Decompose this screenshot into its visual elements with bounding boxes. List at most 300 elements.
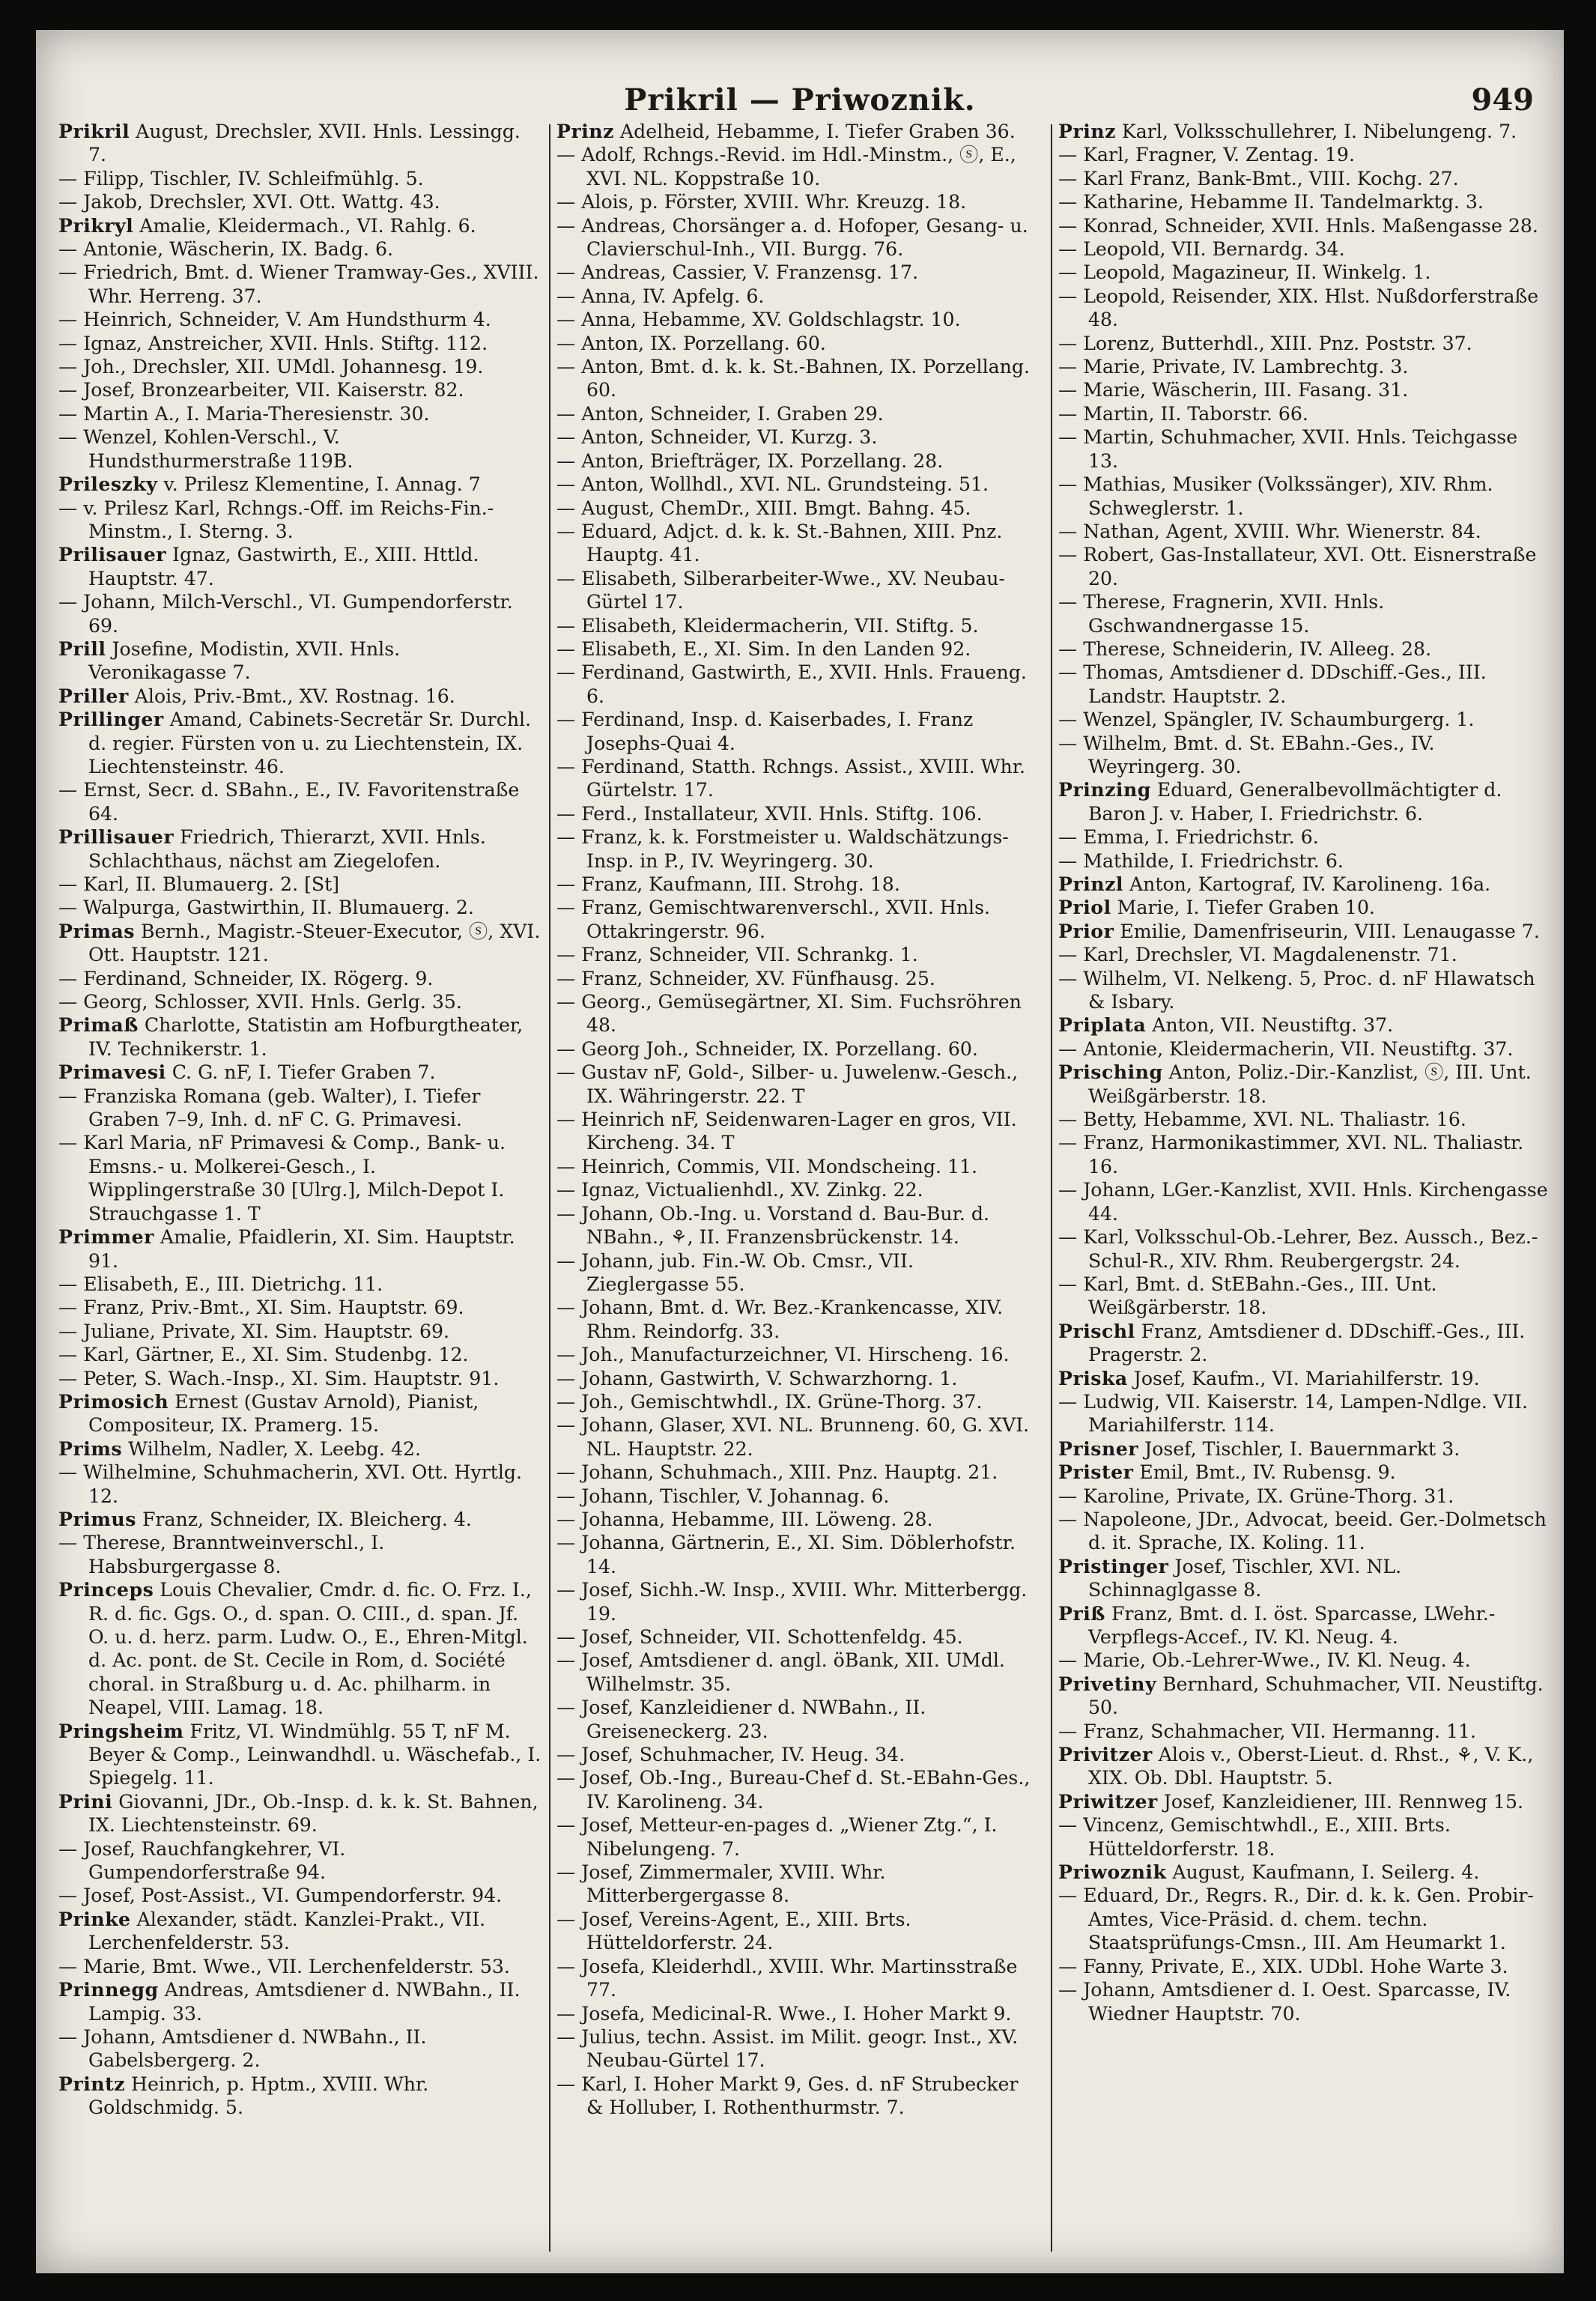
entry-text: — Martin, II. Taborstr. 66. [1058,402,1308,425]
entry-text: — Wenzel, Kohlen-Verschl., V. Hundsthurmerstraße 119B. [58,426,354,472]
entry-text: — Johann, Schuhmach., XIII. Pnz. Hauptg. 21. [556,1461,998,1484]
entry-text: — Josef, Schuhmacher, IV. Heug. 34. [556,1744,905,1766]
entry-surname: Prillinger [58,708,164,731]
directory-entry [556,708,1040,755]
directory-entry [556,1508,1040,1531]
entry-text: Louis Chevalier, Cmdr. d. fic. O. Frz. I., R. d. fic. Ggs. O., d. span. O. CIII., d. span. Jf. O. u. d. herz. parm. Ludw. O., E., Ehren-Mitgl. d. Ac. pont. de St. Cecile in Rom, d. Société choral. in Straßburg u. d. Ac. philharm. in Neapel, VIII. Lamag. 18. [88,1579,532,1719]
entry-surname: Prinzing [1058,778,1151,801]
entry-text: — Betty, Hebamme, XVI. NL. Thaliastr. 16. [1058,1109,1466,1131]
directory-entry [556,1343,1040,1366]
entry-text: — Karl, Bmt. d. StEBahn.-Ges., III. Unt. Weißgärberstr. 18. [1058,1273,1437,1319]
entry-surname: Prinke [58,1907,131,1930]
directory-entry [556,1390,1040,1413]
directory-entry [1058,1131,1549,1178]
entry-surname: Prill [58,637,106,660]
directory-entry [1058,190,1549,213]
entry-text: — Nathan, Agent, XVIII. Whr. Wienerstr. 84. [1058,520,1481,542]
entry-text: — Johanna, Hebamme, III. Löweng. 28. [556,1508,933,1530]
entry-text: — Franz, Schahmacher, VII. Hermanng. 11. [1058,1720,1477,1742]
entry-surname: Priwitzer [1058,1789,1158,1813]
directory-entry [1058,1649,1549,1672]
entry-text: — Leopold, Magazineur, II. Winkelg. 1. [1058,261,1431,284]
directory-entry [556,1531,1040,1578]
entry-text: Josef, Kanzleidiener, III. Rennweg 15. [1163,1790,1523,1813]
directory-entry [1058,896,1549,919]
directory-entry [58,1390,541,1437]
directory-entry [1058,1508,1549,1555]
entry-text: — Heinrich nF, Seidenwaren-Lager en gros, VII. Kircheng. 34. T [556,1109,1017,1154]
directory-entry [58,355,541,378]
directory-entry [1058,1743,1549,1790]
directory-entry [1058,825,1549,849]
directory-entry [556,896,1040,943]
directory-entry [556,1037,1040,1061]
entry-text: — Leopold, Reisender, XIX. Hlst. Nußdorferstraße 48. [1058,285,1539,331]
entry-text: Alexander, städt. Kanzlei-Prakt., VII. Lerchenfelderstr. 53. [88,1908,486,1954]
entry-text: C. G. nF, I. Tiefer Graben 7. [172,1061,436,1084]
directory-entry [556,473,1040,496]
entry-surname: Prisner [1058,1437,1139,1460]
directory-entry [556,402,1040,425]
entry-text: — Anna, Hebamme, XV. Goldschlagstr. 10. [556,309,961,331]
entry-surname: Prilisauer [58,543,167,566]
entry-text: v. Prilesz Klementine, I. Annag. 7 [163,473,481,496]
directory-entry [1058,637,1549,661]
entry-surname: Primmer [58,1225,154,1249]
entry-text: — Josef, Metteur-en-pages d. „Wiener Ztg.“, I. Nibelungeng. 7. [556,1814,998,1860]
entry-surname: Pristinger [1058,1554,1169,1577]
directory-entry [556,873,1040,896]
directory-entry [58,120,541,167]
directory-entry [556,1296,1040,1343]
directory-entry [556,967,1040,990]
entry-text: — Marie, Bmt. Wwe., VII. Lerchenfelderstr. 53. [58,1955,510,1977]
directory-entry [58,1273,541,1296]
entry-text: — Anton, Wollhdl., XVI. NL. Grundsteing. 51. [556,473,989,496]
entry-text: — Anton, Schneider, VI. Kurzg. 3. [556,426,878,449]
directory-entry [556,120,1040,143]
directory-entry [1058,1225,1549,1273]
entry-text: Heinrich, p. Hptm., XVIII. Whr. Goldschmidg. 5. [88,2073,429,2119]
entry-text: Alois v., Oberst-Lieut. d. Rhst., ⚘, V. K., XIX. Ob. Dbl. Hauptstr. 5. [1088,1744,1534,1789]
running-title: Prikril — Priwoznik. [624,82,976,118]
directory-entry [556,355,1040,402]
directory-entry [556,1485,1040,1508]
entry-text: — Franz, Harmonikastimmer, XVI. NL. Thaliastr. 16. [1058,1132,1524,1177]
entry-text: Friedrich, Thierarzt, XVII. Hnls. Schlachthaus, nächst am Ziegelofen. [88,826,486,872]
entry-surname: Prikril [58,120,130,142]
entry-text: — Lorenz, Butterhdl., XIII. Pnz. Poststr. 37. [1058,332,1472,354]
directory-entry [556,449,1040,473]
entry-text: — Adolf, Rchngs.-Revid. im Hdl.-Minstm., ⓢ, E., XVI. NL. Koppstraße 10. [556,144,1016,190]
directory-entry [58,543,541,590]
entry-text: Josef, Tischler, I. Bauernmarkt 3. [1144,1437,1460,1460]
entry-surname: Primas [58,919,135,942]
directory-entry [58,425,541,473]
entry-text: — Josef, Sichh.-W. Insp., XVIII. Whr. Mitterbergg. 19. [556,1579,1028,1625]
directory-entry [1058,285,1549,332]
entry-text: Giovanni, JDr., Ob.-Insp. d. k. k. St. Bahnen, IX. Liechtensteinstr. 69. [88,1790,538,1837]
directory-entry [1058,402,1549,425]
entry-text: — Marie, Private, IV. Lambrechtg. 3. [1058,356,1409,378]
directory-entry [58,1085,541,1132]
directory-entry [58,896,541,919]
entry-text: Alois, Priv.-Bmt., XV. Rostnag. 16. [134,685,455,707]
directory-entry [58,402,541,425]
directory-entry [1058,214,1549,237]
directory-entry [1058,520,1549,543]
directory-entry [556,661,1040,708]
entry-text: — Johann, Amtsdiener d. NWBahn., II. Gabelsbergerg. 2. [58,2025,427,2072]
entry-text: Andreas, Amtsdiener d. NWBahn., II. Lampig. 33. [88,1979,521,2025]
directory-entry [1058,1485,1549,1508]
directory-entry [1058,1978,1549,2025]
directory-entry [1058,332,1549,355]
entry-text: — Ferdinand, Insp. d. Kaiserbades, I. Franz Josephs-Quai 4. [556,709,974,754]
directory-entry [1058,120,1549,143]
entry-text: — Joh., Manufacturzeichner, VI. Hirscheng. 16. [556,1344,1010,1366]
entry-text: — Johann, jub. Fin.-W. Ob. Cmsr., VII. Zieglergasse 55. [556,1249,914,1295]
directory-entry [1058,1790,1549,1813]
entry-text: — Eduard, Adjct. d. k. k. St.-Bahnen, XIII. Pnz. Hauptg. 41. [556,520,1003,566]
entry-text: Emilie, Damenfriseurin, VIII. Lenaugasse 7. [1120,920,1540,942]
directory-entry [58,920,541,967]
entry-text: — Georg, Schlosser, XVII. Hnls. Gerlg. 35. [58,991,462,1013]
directory-entry [1058,1602,1549,1649]
directory-entry [1058,732,1549,779]
column-3 [1058,120,1549,2262]
directory-entry [58,1343,541,1366]
entry-text: — Jakob, Drechsler, XVI. Ott. Wattg. 43. [58,191,440,213]
entry-surname: Pringsheim [58,1719,184,1742]
directory-entry [556,1061,1040,1108]
entry-text: — Karoline, Private, IX. Grüne-Thorg. 31. [1058,1485,1454,1507]
entry-text: — Peter, S. Wach.-Insp., XI. Sim. Hauptstr. 91. [58,1367,500,1389]
directory-entry [556,802,1040,825]
entry-text: — Wenzel, Spängler, IV. Schaumburgerg. 1. [1058,709,1475,731]
entry-text: — Georg Joh., Schneider, IX. Porzellang. 60. [556,1037,978,1060]
directory-entry [556,1413,1040,1461]
entry-text: Bernhard, Schuhmacher, VII. Neustiftg. 50. [1088,1673,1544,1719]
entry-text: — Eduard, Dr., Regrs. R., Dir. d. k. k. Gen. Probir-Amtes, Vice-Präsid. d. chem. techn. Staatsprüfungs-Cmsn., III. Am Heumarkt 1. [1058,1885,1534,1954]
directory-entry [556,943,1040,966]
entry-text: — Karl, Gärtner, E., XI. Sim. Studenbg. 12. [58,1344,469,1366]
directory-entry [58,1225,541,1273]
entry-text: — Andreas, Chorsänger a. d. Hofoper, Gesang- u. Clavierschul-Inh., VII. Burgg. 76. [556,214,1028,261]
entry-text: — v. Prilesz Karl, Rchngs.-Off. im Reichs-Fin.-Minstm., I. Sterng. 3. [58,497,494,542]
entry-text: Anton, Kartograf, IV. Karolineng. 16a. [1129,873,1491,895]
directory-entry [58,873,541,896]
directory-entry [1058,873,1549,896]
directory-entry [1058,1673,1549,1720]
column-2 [556,120,1040,2262]
entry-surname: Prinz [1058,120,1116,142]
entry-text: Josefine, Modistin, XVII. Hnls. Veronikagasse 7. [88,637,401,684]
entry-text: — Josef, Zimmermaler, XVIII. Whr. Mitterbergergasse 8. [556,1861,886,1907]
entry-text: — Wilhelm, Bmt. d. St. EBahn.-Ges., IV. Weyringerg. 30. [1058,732,1435,777]
entry-surname: Prillisauer [58,825,175,849]
entry-text: — Anton, IX. Porzellang. 60. [556,332,826,354]
directory-entry [1058,590,1549,637]
entry-text: Amalie, Kleidermach., VI. Rahlg. 6. [139,214,476,237]
entry-text: Anton, VII. Neustiftg. 37. [1152,1014,1394,1037]
directory-entry [1058,1884,1549,1954]
entry-text: — Anton, Briefträger, IX. Porzellang. 28. [556,449,944,472]
directory-entry [58,1061,541,1084]
entry-text: Franz, Schneider, IX. Bleicherg. 4. [142,1508,472,1530]
entry-text: — Heinrich, Commis, VII. Mondscheing. 11. [556,1155,978,1177]
directory-entry [58,1790,541,1837]
directory-entry [556,520,1040,567]
directory-entry [58,1578,541,1719]
entry-text: Anton, Poliz.-Dir.-Kanzlist, ⓢ, III. Unt. Weißgärberstr. 18. [1088,1061,1532,1107]
entry-surname: Priwoznik [1058,1861,1167,1884]
entry-text: — Johann, LGer.-Kanzlist, XVII. Hnls. Kirchengasse 44. [1058,1179,1548,1225]
directory-entry [58,1720,541,1790]
entry-text: — Karl, Drechsler, VI. Magdalenenstr. 71. [1058,944,1457,966]
directory-entry [556,261,1040,284]
entry-surname: Prileszky [58,473,158,496]
column-divider [549,124,550,2252]
directory-entry [556,1861,1040,1908]
entry-text: — Franz, Kaufmann, III. Strohg. 18. [556,873,900,895]
directory-entry [58,1461,541,1508]
directory-entry [556,1696,1040,1743]
entry-text: — Josef, Bronzearbeiter, VII. Kaiserstr. 82. [58,379,464,401]
directory-entry [1058,543,1549,590]
entry-text: — Karl, Volksschul-Ob.-Lehrer, Bez. Aussch., Bez.-Schul-R., XIV. Rhm. Reubergergstr. 24. [1058,1226,1538,1272]
directory-entry [1058,1273,1549,1320]
directory-entry [556,1202,1040,1249]
directory-entry [556,1766,1040,1813]
entry-text: — Josef, Ob.-Ing., Bureau-Chef d. St.-EBahn-Ges., IV. Karolineng. 34. [556,1767,1031,1813]
directory-entry [556,990,1040,1037]
entry-text: — Walpurga, Gastwirthin, II. Blumauerg. 2. [58,897,474,919]
directory-entry [1058,920,1549,943]
entry-surname: Prini [58,1789,113,1813]
entry-text: — Karl Maria, nF Primavesi & Comp., Bank- u. Emsns.- u. Molkerei-Gesch., I. Wipplingerstraße 30 [Ulrg.], Milch-Depot I. Strauchgasse 1. T [58,1132,506,1225]
entry-text: Charlotte, Statistin am Hofburgtheater, IV. Technikerstr. 1. [88,1014,524,1060]
entry-text: — Ernst, Secr. d. SBahn., E., IV. Favoritenstraße 64. [58,779,520,825]
entry-text: — Josef, Kanzleidiener d. NWBahn., II. Greiseneckerg. 23. [556,1697,926,1742]
entry-text: — Mathias, Musiker (Volkssänger), XIV. Rhm. Schweglerstr. 1. [1058,473,1493,519]
entry-surname: Primosich [58,1389,169,1413]
entry-text: — Anna, IV. Apfelg. 6. [556,285,765,307]
entry-surname: Priß [1058,1601,1105,1625]
directory-entry [58,2073,541,2120]
entry-text: — Ferdinand, Statth. Rchngs. Assist., XVIII. Whr. Gürtelstr. 17. [556,755,1025,801]
directory-entry [1058,1013,1549,1037]
directory-entry [58,497,541,544]
entry-text: Bernh., Magistr.-Steuer-Executor, ⓢ, XVI. Ott. Hauptstr. 121. [88,920,541,966]
directory-entry [556,1155,1040,1178]
entry-surname: Prims [58,1437,123,1460]
directory-entry [58,190,541,213]
directory-entry [58,214,541,237]
entry-surname: Priplata [1058,1013,1147,1037]
entry-text: — Franz, Schneider, VII. Schrankg. 1. [556,944,918,966]
directory-entry [58,637,541,685]
entry-text: — Wilhelmine, Schuhmacherin, XVI. Ott. Hyrtlg. 12. [58,1461,523,1507]
directory-entry [1058,708,1549,731]
entry-text: — Ignaz, Anstreicher, XVII. Hnls. Stiftg. 112. [58,332,488,354]
entry-surname: Princeps [58,1578,154,1601]
entry-surname: Priller [58,684,129,707]
entry-text: — Johann, Tischler, V. Johannag. 6. [556,1485,890,1507]
entry-surname: Primaß [58,1013,139,1037]
directory-entry [1058,1861,1549,1884]
entry-surname: Prinz [556,120,614,142]
directory-entry [58,1531,541,1578]
directory-entry [58,237,541,261]
directory-entry [556,637,1040,661]
directory-entry [1058,1955,1549,1978]
entry-text: Marie, I. Tiefer Graben 10. [1117,897,1375,919]
entry-text: — Johann, Amtsdiener d. I. Oest. Sparcasse, IV. Wiedner Hauptstr. 70. [1058,1979,1511,2025]
entry-text: — Juliane, Private, XI. Sim. Hauptstr. 69. [58,1320,450,1342]
directory-entry [556,1108,1040,1155]
directory-entry [58,1320,541,1343]
directory-entry [556,332,1040,355]
directory-entry [556,425,1040,449]
entry-surname: Printz [58,2072,126,2095]
entry-text: — Franz, Priv.-Bmt., XI. Sim. Hauptstr. 69. [58,1297,464,1319]
entry-surname: Prikryl [58,213,134,237]
entry-text: — Anton, Bmt. d. k. k. St.-Bahnen, IX. Porzellang. 60. [556,356,1031,401]
entry-text: — Antonie, Wäscherin, IX. Badg. 6. [58,238,394,261]
entry-text: — Emma, I. Friedrichstr. 6. [1058,826,1319,849]
directory-entry [1058,1061,1549,1108]
entry-text: Wilhelm, Nadler, X. Leebg. 42. [128,1437,422,1460]
entry-text: — Josef, Schneider, VII. Schottenfeldg. 45. [556,1626,963,1648]
entry-text: — Marie, Wäscherin, III. Fasang. 31. [1058,379,1409,401]
directory-entry [1058,1437,1549,1461]
directory-entry [556,1578,1040,1625]
directory-entry [58,1131,541,1225]
entry-text: — Karl Franz, Bank-Bmt., VIII. Kochg. 27. [1058,167,1459,190]
column-divider [1051,124,1052,2252]
page-number: 949 [1471,82,1534,118]
directory-entry [556,190,1040,213]
directory-entry [556,1743,1040,1766]
directory-entry [556,285,1040,308]
entry-text: Eduard, Generalbevollmächtigter d. Baron J. v. Haber, I. Friedrichstr. 6. [1088,779,1502,825]
entry-text: — Therese, Branntweinverschl., I. Habsburgergasse 8. [58,1532,385,1577]
entry-text: — Franz, Schneider, XV. Fünfhausg. 25. [556,967,935,989]
directory-entry [1058,1320,1549,1367]
directory-entry [58,1955,541,1978]
entry-text: — Fanny, Private, E., XIX. UDbl. Hohe Warte 3. [1058,1955,1508,1977]
directory-entry [58,1978,541,2025]
directory-entry [556,497,1040,520]
directory-entry [1058,1037,1549,1061]
directory-entry [58,967,541,990]
entry-text: — Julius, techn. Assist. im Milit. geogr. Inst., XV. Neubau-Gürtel 17. [556,2025,1019,2072]
directory-entry [556,308,1040,331]
entry-text: — Elisabeth, Kleidermacherin, VII. Stiftg. 5. [556,614,979,637]
entry-surname: Primavesi [58,1061,166,1084]
entry-text: — Franz, k. k. Forstmeister u. Waldschätzungs-Insp. in P., IV. Weyringerg. 30. [556,826,1009,872]
directory-entry [1058,473,1549,520]
directory-entry [1058,967,1549,1014]
entry-text: — Heinrich, Schneider, V. Am Hundsthurm 4. [58,309,491,331]
directory-entry [58,473,541,496]
entry-text: Adelheid, Hebamme, I. Tiefer Graben 36. [619,121,1016,142]
entry-text: — Ferdinand, Gastwirth, E., XVII. Hnls. Fraueng. 6. [556,661,1027,707]
entry-text: — Alois, p. Förster, XVIII. Whr. Kreuzg. 18. [556,191,967,213]
entry-text: Franz, Amtsdiener d. DDschiff.-Ges., III. Pragerstr. 2. [1088,1320,1526,1366]
directory-entry [58,990,541,1013]
entry-surname: Privetiny [1058,1672,1157,1695]
directory-entry [556,1178,1040,1201]
entry-text: — Johann, Bmt. d. Wr. Bez.-Krankencasse, XIV. Rhm. Reindorfg. 33. [556,1297,1004,1342]
entry-text: — Karl, I. Hoher Markt 9, Ges. d. nF Strubecker & Holluber, I. Rothenthurmstr. 7. [556,2073,1019,2119]
entry-text: — Robert, Gas-Installateur, XVI. Ott. Eisnerstraße 20. [1058,544,1537,589]
entry-text: — Mathilde, I. Friedrichstr. 6. [1058,849,1344,872]
entry-text: — Elisabeth, E., XI. Sim. In den Landen 92. [556,637,971,660]
directory-entry [556,755,1040,802]
entry-text: — Josef, Amtsdiener d. angl. öBank, XII. UMdl. Wilhelmstr. 35. [556,1649,1005,1695]
directory-entry [1058,1390,1549,1437]
entry-text: August, Kaufmann, I. Seilerg. 4. [1172,1861,1480,1884]
directory-entry [58,1367,541,1390]
directory-entry [58,1437,541,1461]
entry-text: August, Drechsler, XVII. Hnls. Lessingg. 7. [88,121,521,166]
directory-entry [58,1837,541,1885]
entry-text: Josef, Kaufm., VI. Mariahilferstr. 19. [1133,1367,1480,1389]
directory-entry [556,214,1040,261]
directory-entry [1058,1555,1549,1602]
directory-entry [556,1461,1040,1484]
directory-entry [556,1625,1040,1649]
entry-text: — Therese, Fragnerin, XVII. Hnls. Gschwandnergasse 15. [1058,591,1385,637]
directory-entry [58,167,541,190]
page-header [36,67,1564,127]
entry-surname: Prinnegg [58,1978,159,2001]
directory-entry [58,308,541,331]
entry-surname: Priska [1058,1366,1128,1389]
entry-text: Ernest (Gustav Arnold), Pianist, Compositeur, IX. Pramerg. 15. [88,1390,479,1437]
directory-entry [58,685,541,708]
directory-entry [58,332,541,355]
entry-text: — Konrad, Schneider, XVII. Hnls. Maßengasse 28. [1058,214,1538,237]
entry-text: Karl, Volksschullehrer, I. Nibelungeng. 7. [1121,121,1517,142]
entry-text: — Filipp, Tischler, IV. Schleifmühlg. 5. [58,167,424,190]
directory-entry [556,567,1040,614]
entry-text: — Joh., Drechsler, XII. UMdl. Johannesg. 19. [58,356,484,378]
entry-text: — Josef, Post-Assist., VI. Gumpendorferstr. 94. [58,1885,503,1907]
entry-text: — Johanna, Gärtnerin, E., XI. Sim. Döblerhofstr. 14. [556,1532,1016,1577]
directory-entry [556,2025,1040,2073]
entry-text: — Karl, II. Blumauerg. 2. [St] [58,873,340,895]
entry-text: — Ludwig, VII. Kaiserstr. 14, Lampen-Ndlge. VII. Mariahilferstr. 114. [1058,1390,1529,1437]
columns [58,120,1549,2262]
entry-text: — August, ChemDr., XIII. Bmgt. Bahng. 45. [556,497,971,519]
directory-entry [58,590,541,637]
entry-text: — Antonie, Kleidermacherin, VII. Neustiftg. 37. [1058,1037,1514,1060]
directory-entry [1058,849,1549,873]
entry-text: — Andreas, Cassier, V. Franzensg. 17. [556,261,919,284]
directory-entry [1058,1367,1549,1390]
directory-entry [1058,143,1549,166]
entry-surname: Prior [1058,919,1114,942]
directory-entry [1058,355,1549,378]
entry-text: — Thomas, Amtsdiener d. DDschiff.-Ges., III. Landstr. Hauptstr. 2. [1058,661,1487,707]
entry-text: — Josef, Rauchfangkehrer, VI. Gumpendorferstraße 94. [58,1837,346,1884]
column-1 [58,120,541,2262]
directory-entry [1058,167,1549,190]
entry-text: — Josefa, Medicinal-R. Wwe., I. Hoher Markt 9. [556,2002,1012,2025]
